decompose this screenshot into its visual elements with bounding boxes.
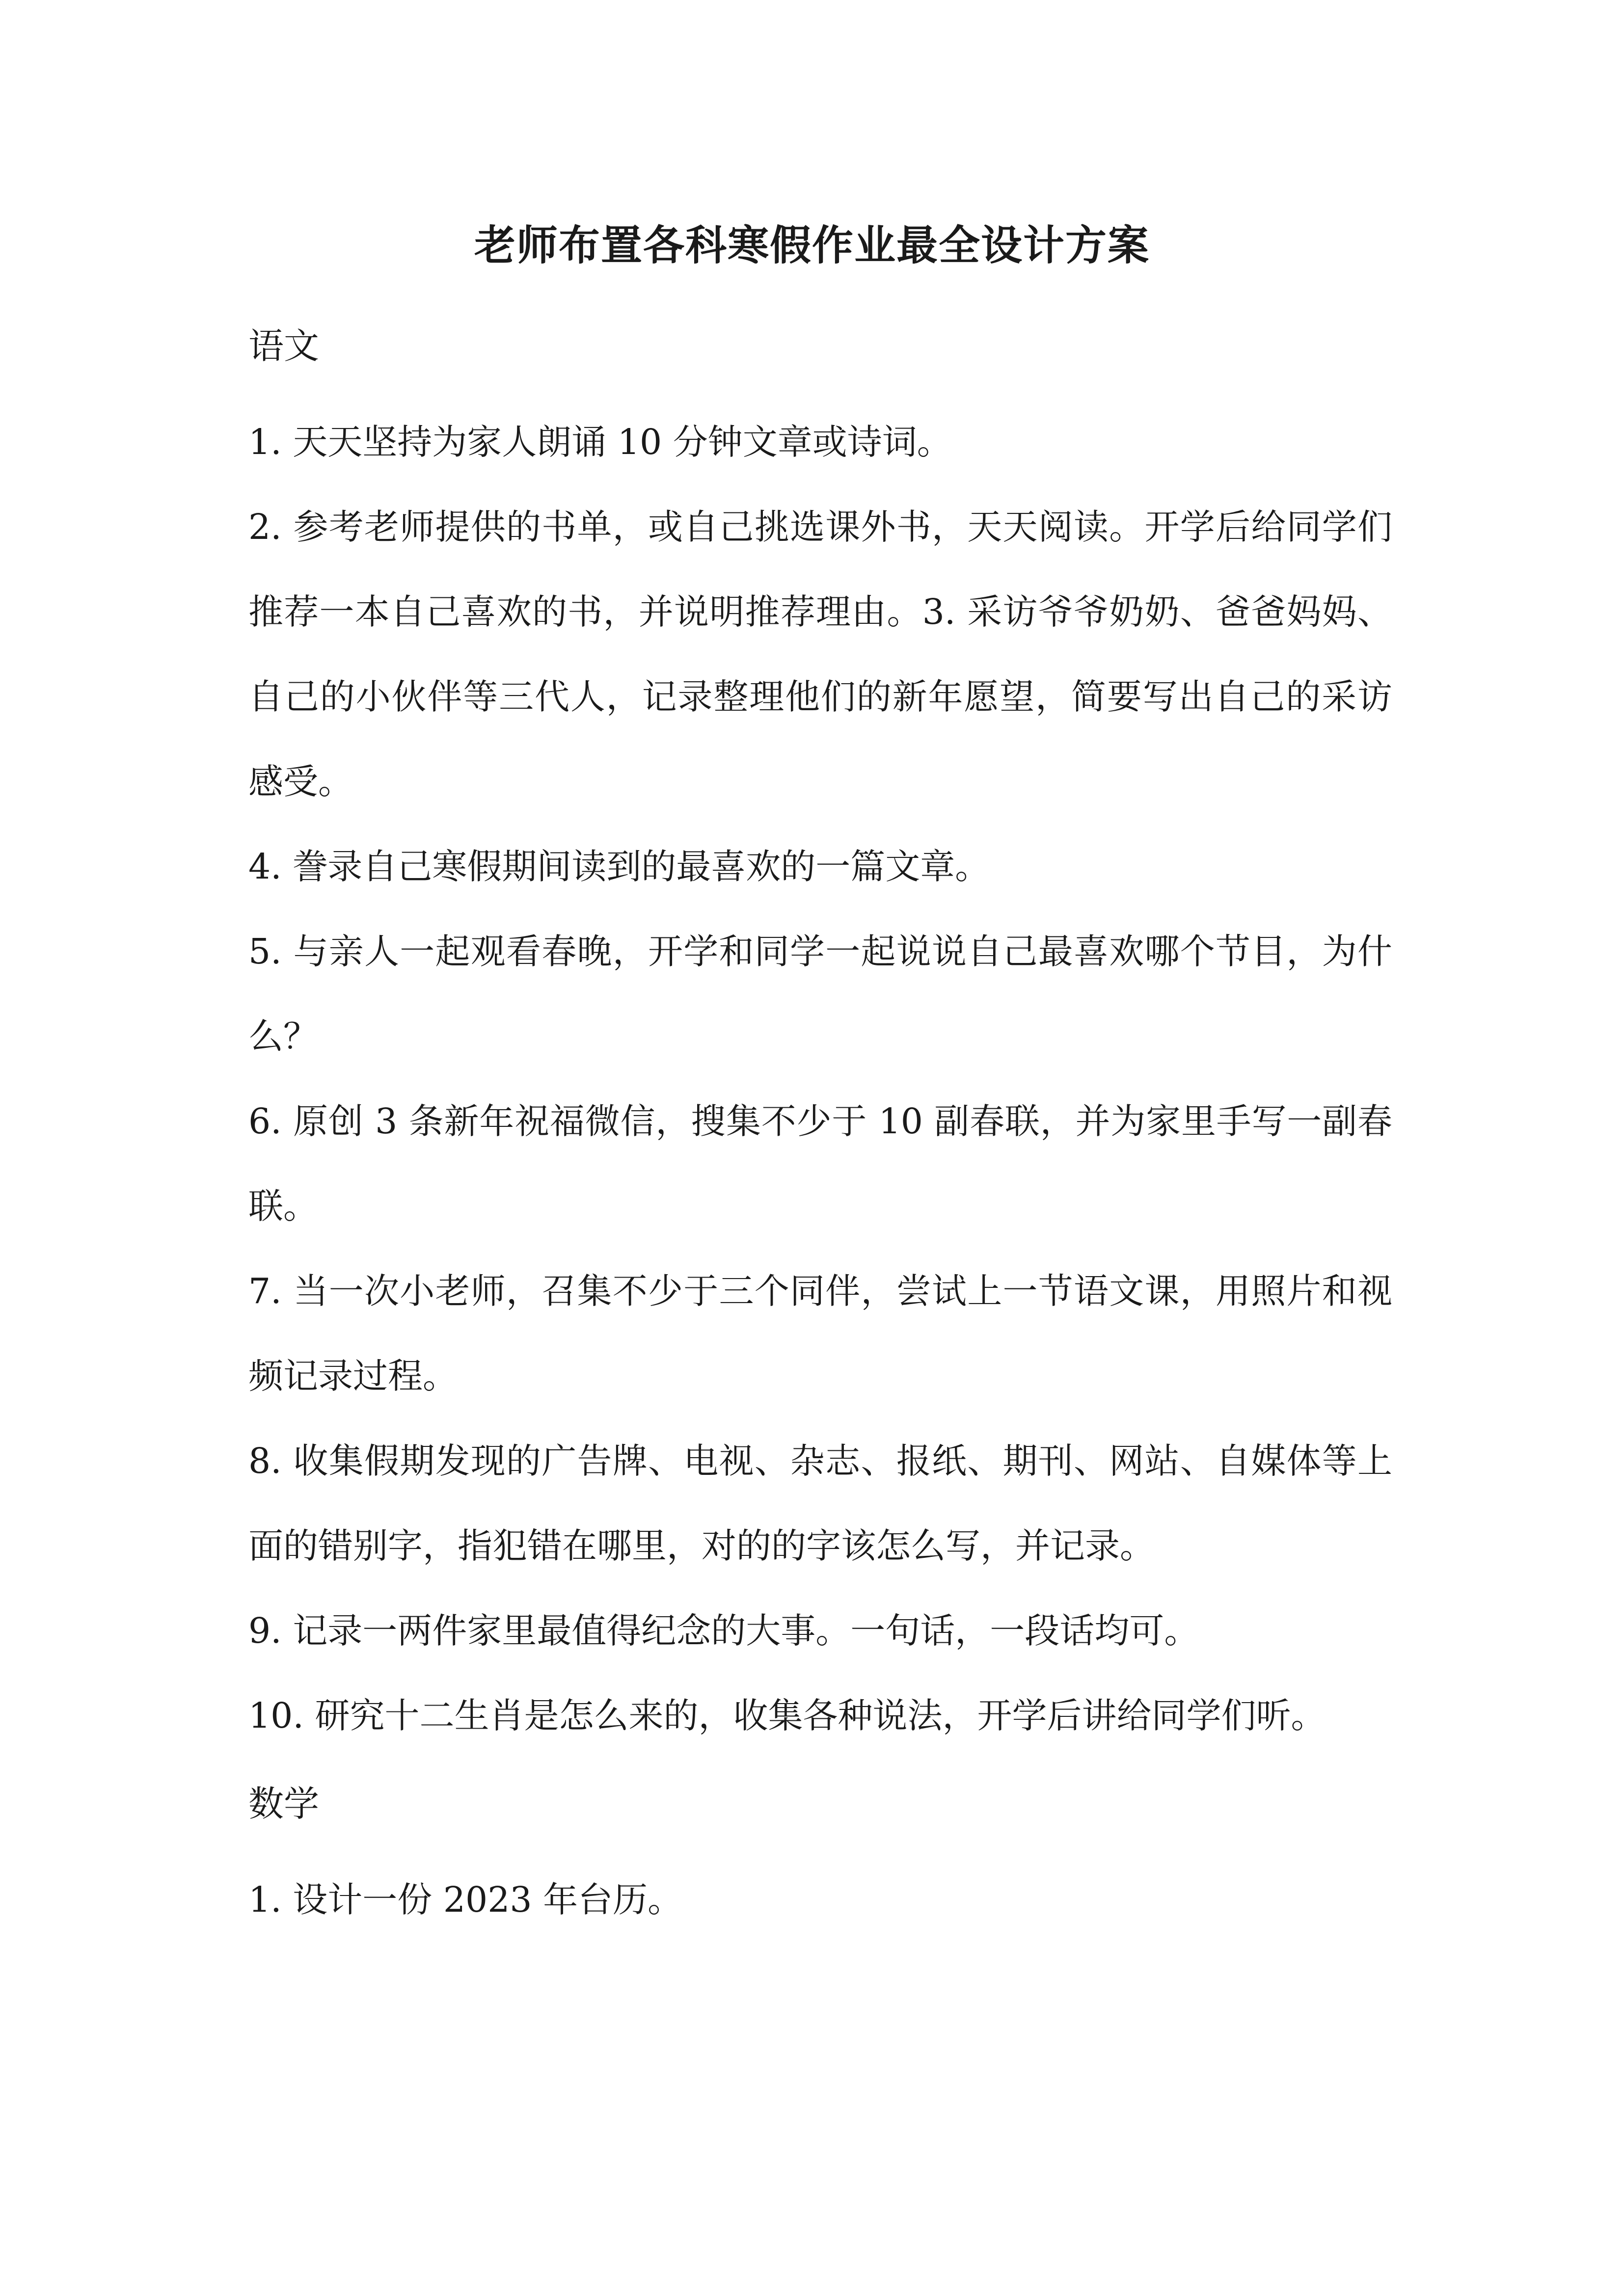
list-item: 7. 当一次小老师，召集不少于三个同伴，尝试上一节语文课，用照片和视频记录过程。 — [248, 1271, 1392, 1396]
math-item-list — [248, 1857, 1392, 1942]
list-item: 1. 设计一份 2023 年台历。 — [248, 1879, 683, 1920]
list-item: 6. 原创 3 条新年祝福微信，搜集不少于 10 副春联，并为家里手写一副春联。 — [248, 1101, 1392, 1227]
section-heading-math: 数学 — [248, 1783, 320, 1824]
list-item: 9. 记录一两件家里最值得纪念的大事。一句话，一段话均可。 — [248, 1610, 1199, 1651]
list-item: 8. 收集假期发现的广告牌、电视、杂志、报纸、期刊、网站、自媒体等上面的错别字，指犯错在哪里，对的的字该怎么写，并记录。 — [248, 1441, 1392, 1566]
chinese-item-list — [248, 400, 1392, 1758]
list-item: 10. 研究十二生肖是怎么来的，收集各种说法，开学后讲给同学们听。 — [248, 1695, 1326, 1736]
list-item: 5. 与亲人一起观看春晚，开学和同学一起说说自己最喜欢哪个节目，为什么？ — [248, 931, 1392, 1057]
section-chinese — [248, 314, 1392, 1758]
document-body — [248, 314, 1392, 1956]
section-heading-chinese: 语文 — [248, 325, 320, 367]
list-item: 2. 参考老师提供的书单，或自己挑选课外书，天天阅读。开学后给同学们推荐一本自己喜欢的书，并说明推荐理由。3. 采访爷爷奶奶、爸爸妈妈、自己的小伙伴等三代人，记录整理他们的新年愿望，简要写出自己的采访感受。 — [248, 507, 1392, 802]
document-title: 老师布置各科寒假作业最全设计方案 — [474, 221, 1150, 269]
list-item: 4. 誊录自己寒假期间读到的最喜欢的一篇文章。 — [248, 846, 990, 887]
section-math — [248, 1772, 1392, 1942]
list-item: 1. 天天坚持为家人朗诵 10 分钟文章或诗词。 — [248, 422, 952, 462]
